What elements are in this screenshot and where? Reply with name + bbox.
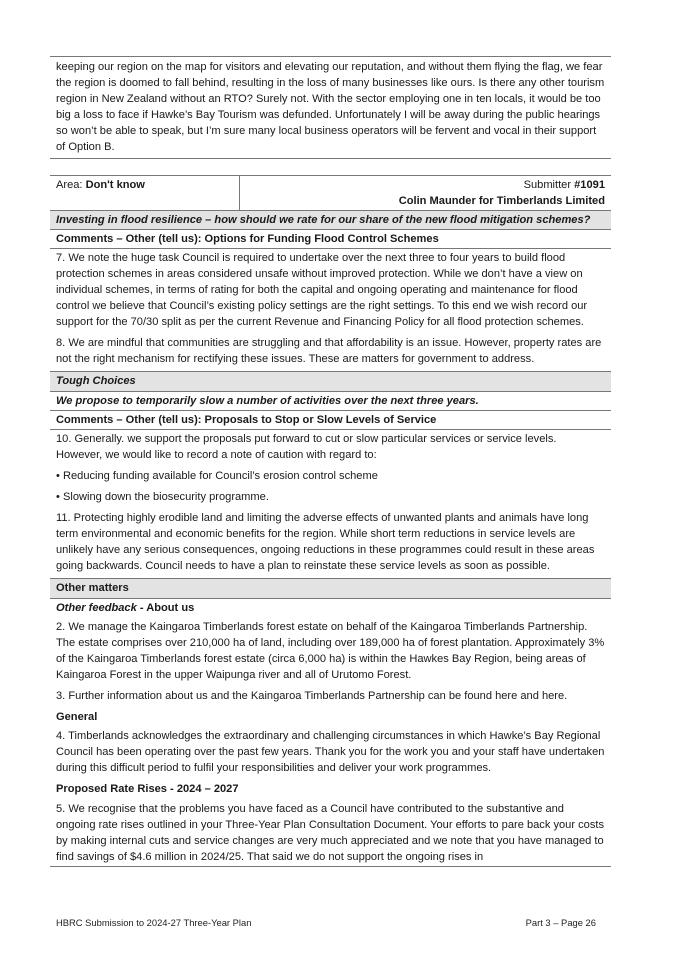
other-paragraph-2: 2. We manage the Kaingaroa Timberlands forest estate on behalf of the Kaingaroa Timberlands Partnership. The estate comprises over 210,000 ha of land, including over 189,000 ha of forest plantation. Approximately 3% of the Kaingaroa Timberlands forest estate (circa 6,000 ha) is within the Hawkes Bay Region, being areas of Kaingaroa Forest in the upper Waipunga river and all of Urutomo Forest. [56,620,605,681]
page-footer [56,917,596,928]
general-heading: General [56,711,98,724]
tough-bullet-2: • Slowing down the biosecurity programme. [56,490,269,503]
flood-paragraph-7: 7. We note the huge task Council is required to undertake over the next three to four years to build flood protection schemes in areas considered unsafe without improved protection. While we don’t have a view on individual schemes, in terms of rating for both the capital and ongoing operating and maintenance for flood control we believe that Council’s existing policy settings are the right settings. To this end we wish record our support for the 70/30 split as per the current Revenue and Financing Policy for all flood protection schemes. [56,251,588,329]
rate-rises-heading: Proposed Rate Rises - 2024 – 2027 [56,783,239,796]
intro-box [50,56,611,159]
submitter-number: #1091 [574,178,605,191]
other-paragraph-5: 5. We recognise that the problems you have faced as a Council have contributed to the substantive and ongoing rate rises outlined in your Three-Year Plan Consultation Document. Your efforts to pare back your costs by making internal cuts and service changes are very much appreciated and we note that you have managed to find savings of $4.6 million in 2024/25. That said we do not support the ongoing rises in [56,802,605,863]
other-feedback-heading [50,599,611,617]
footer-left: HBRC Submission to 2024-27 Three-Year Plan [56,917,252,928]
tough-comments-heading: Comments – Other (tell us): Proposals to Stop or Slow Levels of Service [50,411,611,430]
submission-header-row [50,175,611,210]
tough-bullet-1: • Reducing funding available for Council’s erosion control scheme [56,469,378,482]
submitter-name: Colin Maunder for Timberlands Limited [398,194,605,207]
other-feedback-suffix: - About us [136,601,195,614]
tough-choices-question: We propose to temporarily slow a number of activities over the next three years. [50,392,611,411]
other-paragraph-3: 3. Further information about us and the Kaingaroa Timberlands Partnership can be found here and here. [56,690,568,702]
submitter-cell [240,176,611,210]
tough-paragraph-11: 11. Protecting highly erodible land and limiting the adverse effects of unwanted plants and animals have long term environmental and economic benefits for the region. While short term reductions in service levels are unlikely have any serious consequences, ongoing reductions in these programmes could result in these areas going backwards. Council needs to have a plan to reinstate these service levels as soon as possible. [56,512,595,573]
flood-comments-heading: Comments – Other (tell us): Options for Funding Flood Control Schemes [50,230,611,249]
submitter-label: Submitter [523,178,575,191]
section-gap [50,159,611,175]
area-cell [50,176,240,210]
flood-paragraph-8: 8. We are mindful that communities are struggling and that affordability is an issue. However, property rates are not the right mechanism for rectifying these issues. These are matters for government to address. [56,337,602,366]
area-value: Don't know [85,178,145,191]
other-paragraph-4: 4. Timberlands acknowledges the extraordinary and challenging circumstances in which Hawke’s Bay Regional Council has been operating over the past few years. Thank you for the work you and your staff have undertaken during this difficult period to fulfil your responsibilities and deliver your work programmes. [56,730,605,775]
other-feedback-label: Other feedback [56,601,137,614]
document-body [50,56,611,867]
flood-heading: Investing in flood resilience – how should we rate for our share of the new flood mitigation schemes? [50,210,611,230]
tough-paragraph-10: 10. Generally. we support the proposals put forward to cut or slow particular services or service levels. However, we would like to record a note of caution with regard to: [56,432,557,461]
tough-choices-heading: Tough Choices [50,371,611,391]
bottom-rule [50,866,611,867]
other-matters-heading: Other matters [50,578,611,598]
intro-paragraph: keeping our region on the map for visitors and elevating our reputation, and without them flying the flag, we fear the region is doomed to fall behind, resulting in the loss of many businesses like ours. Is there any other tourism region in New Zealand without an RTO? Surely not. With the sector employing one in ten locals, it would be too big a loss to face if Hawke’s Bay Tourism was defunded. Unfortunately I will be away during the public hearings so won’t be able to speak, but I’m sure many local business operators will be fervent and vocal in their support of Option B. [56,61,605,154]
footer-right: Part 3 – Page 26 [525,917,596,928]
area-label: Area: [56,178,86,191]
